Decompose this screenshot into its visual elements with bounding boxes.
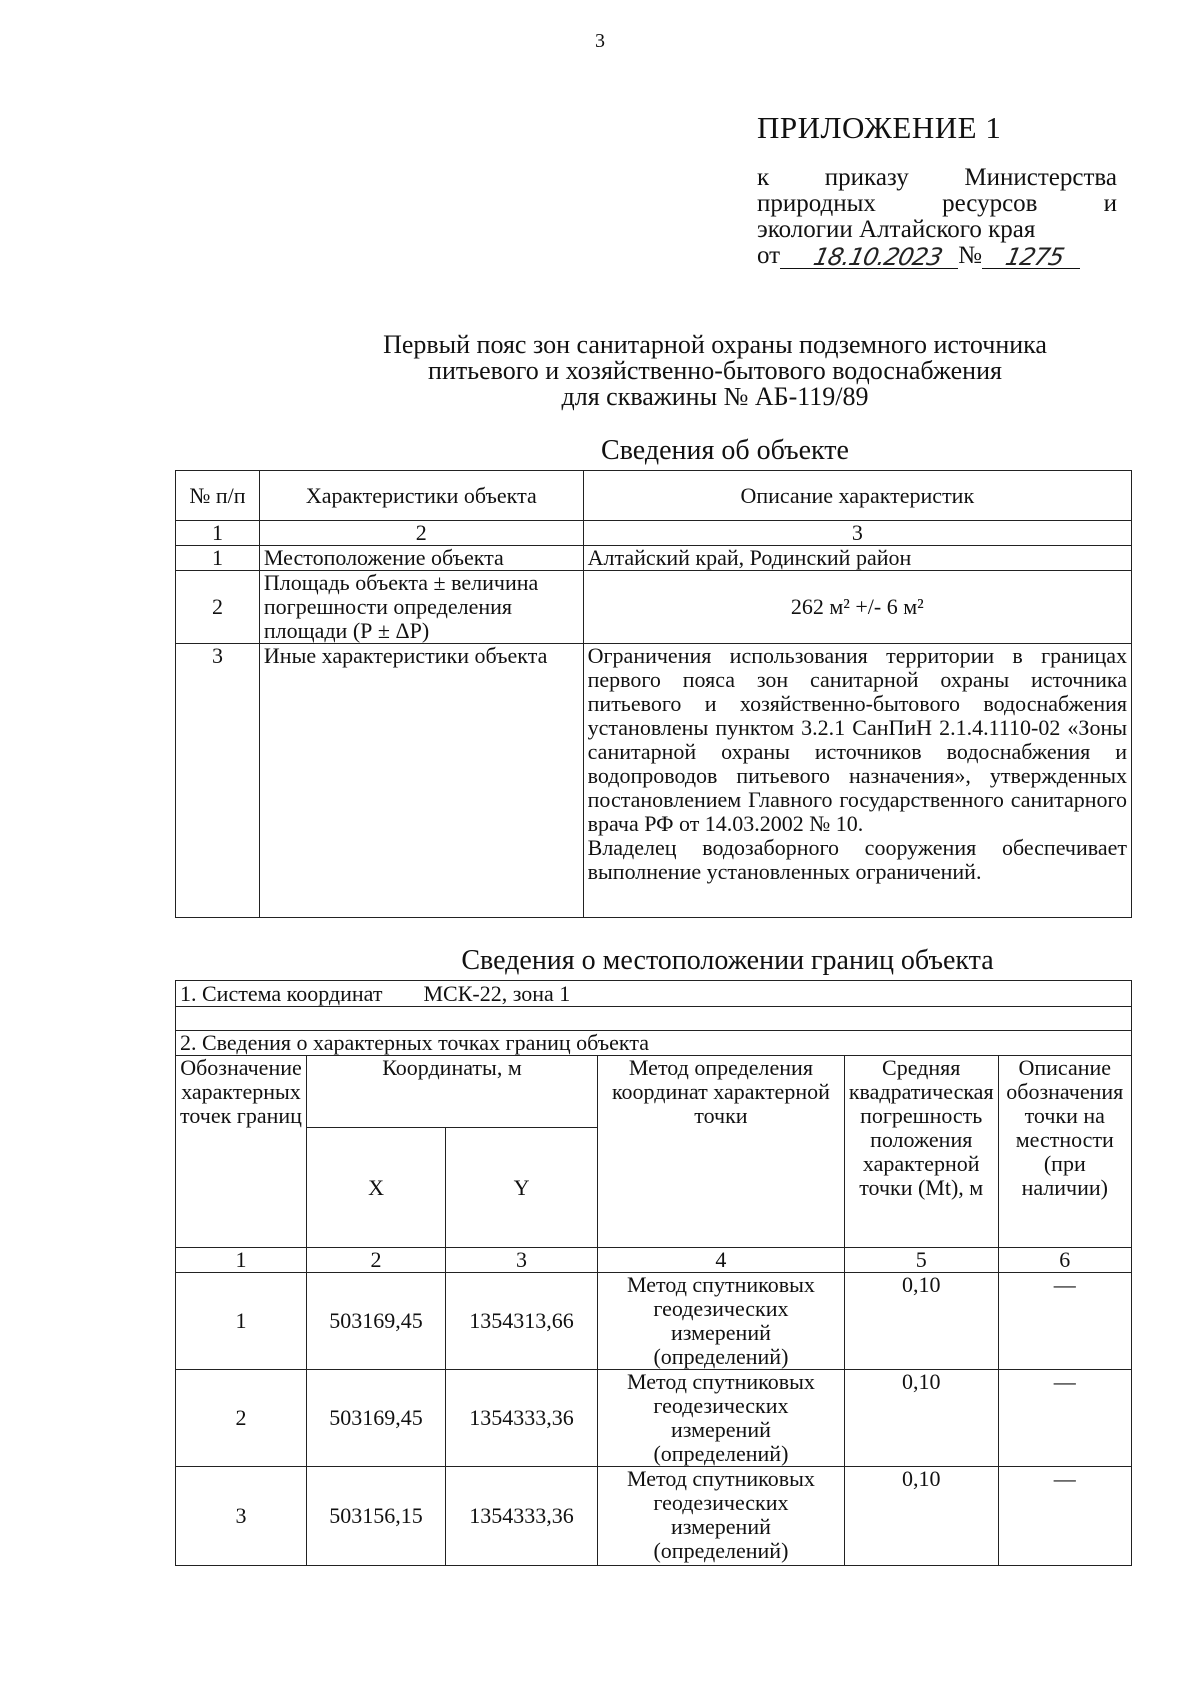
- column-number: 4: [598, 1248, 845, 1273]
- column-number: 3: [446, 1248, 598, 1273]
- column-number: 6: [998, 1248, 1131, 1273]
- date-prefix: от: [757, 242, 781, 269]
- page-number: 3: [595, 30, 605, 52]
- point-id: 2: [176, 1370, 307, 1467]
- handwritten-date: 18.10.2023: [811, 243, 945, 271]
- order-word: природных: [757, 190, 876, 217]
- table-row: [176, 644, 1132, 918]
- order-date-line: [757, 243, 1117, 269]
- row-number: 3: [176, 644, 260, 918]
- column-number: 2: [306, 1248, 445, 1273]
- point-y: 1354333,36: [446, 1370, 598, 1467]
- table-row: [176, 1273, 1132, 1370]
- points-label: 2. Сведения о характерных точках границ объекта: [176, 1031, 1132, 1056]
- header-cell-x: X: [306, 1128, 445, 1248]
- row-value: 262 м² +/- 6 м²: [583, 571, 1131, 644]
- point-error: 0,10: [844, 1273, 998, 1370]
- empty-row: [176, 1007, 1132, 1031]
- column-number-row: [176, 521, 1132, 546]
- point-x: 503169,45: [306, 1370, 445, 1467]
- coord-system-label: 1. Система координат: [180, 980, 383, 1006]
- point-y: 1354313,66: [446, 1273, 598, 1370]
- point-method: Метод спутниковых геодезических измерений (определений): [598, 1467, 845, 1566]
- row-number: 1: [176, 546, 260, 571]
- point-method: Метод спутниковых геодезических измерений (определений): [598, 1273, 845, 1370]
- row-value: Алтайский край, Родинский район: [583, 546, 1131, 571]
- order-word: ресурсов: [942, 190, 1038, 217]
- header-cell: Метод определения координат характерной точки: [598, 1056, 845, 1248]
- order-word: Министерства: [964, 164, 1117, 191]
- point-id: 3: [176, 1467, 307, 1566]
- row-value-paragraph: Ограничения использования территории в границах первого пояса зон санитарной охраны источника питьевого и хозяйственно-бытового водоснабжения установлены пунктом 3.2.1 СанПиН 2.1.4.1110-02 «Зоны санитарной охраны источников водоснабжения и водопроводов питьевого назначения», утвержденных постановлением Главного государственного санитарного врача РФ от 14.03.2002 № 10.: [587, 643, 1127, 836]
- title-line: Первый пояс зон санитарной охраны подземного источника: [383, 330, 1047, 359]
- row-value-paragraph: Владелец водозаборного сооружения обеспечивает выполнение установленных ограничений.: [587, 835, 1127, 884]
- point-x: 503156,15: [306, 1467, 445, 1566]
- table-row: [176, 1467, 1132, 1566]
- column-number: 3: [583, 521, 1131, 546]
- title-line: для скважины № АБ-119/89: [561, 382, 869, 411]
- coordinates-table: [175, 980, 1132, 1566]
- coord-system-row: [176, 981, 1132, 1007]
- row-number: 2: [176, 571, 260, 644]
- point-description: —: [998, 1467, 1131, 1566]
- column-number: 2: [259, 521, 583, 546]
- row-name: Иные характеристики объекта: [259, 644, 583, 918]
- table-header-row: [176, 1056, 1132, 1128]
- appendix-title: ПРИЛОЖЕНИЕ 1: [757, 110, 1002, 145]
- order-word: и: [1103, 190, 1117, 217]
- header-cell: № п/п: [176, 471, 260, 521]
- order-ref-line-3: экологии Алтайского края: [757, 216, 1036, 243]
- point-description: —: [998, 1273, 1131, 1370]
- point-id: 1: [176, 1273, 307, 1370]
- row-name: Местоположение объекта: [259, 546, 583, 571]
- points-label-row: [176, 1031, 1132, 1056]
- header-cell: Характеристики объекта: [259, 471, 583, 521]
- row-value: [583, 644, 1131, 918]
- coord-system-value: МСК-22, зона 1: [423, 980, 571, 1006]
- document-title: [0, 332, 1200, 410]
- header-cell: Описание характеристик: [583, 471, 1131, 521]
- point-y: 1354333,36: [446, 1467, 598, 1566]
- order-ref-line-1: [757, 165, 1117, 191]
- location-section-title: Сведения о местоположении границ объекта: [461, 945, 994, 976]
- order-ref-line-2: [757, 191, 1117, 217]
- header-cell: Координаты, м: [306, 1056, 597, 1128]
- header-cell: Описание обозначения точки на местности (при наличии): [998, 1056, 1131, 1248]
- table-header-row: [176, 471, 1132, 521]
- number-prefix: №: [958, 242, 982, 269]
- order-word: приказу: [824, 164, 909, 191]
- row-name: Площадь объекта ± величина погрешности определения площади (Р ± ΔР): [259, 571, 583, 644]
- column-number: 5: [844, 1248, 998, 1273]
- object-section-title: Сведения об объекте: [601, 435, 849, 466]
- order-reference: [757, 165, 1117, 269]
- object-info-table: [175, 470, 1132, 918]
- date-blank: [780, 244, 958, 269]
- point-description: —: [998, 1370, 1131, 1467]
- coord-system-cell: [176, 981, 1132, 1007]
- point-x: 503169,45: [306, 1273, 445, 1370]
- table-row: [176, 1370, 1132, 1467]
- header-cell: Обозначение характерных точек границ: [176, 1056, 307, 1248]
- column-number: 1: [176, 1248, 307, 1273]
- title-line: питьевого и хозяйственно-бытового водоснабжения: [428, 356, 1002, 385]
- header-cell-y: Y: [446, 1128, 598, 1248]
- table-row: [176, 546, 1132, 571]
- order-word: к: [757, 164, 770, 191]
- handwritten-number: 1275: [1002, 243, 1067, 271]
- point-error: 0,10: [844, 1467, 998, 1566]
- point-method: Метод спутниковых геодезических измерений (определений): [598, 1370, 845, 1467]
- column-number: 1: [176, 521, 260, 546]
- number-blank: [982, 244, 1080, 269]
- table-row: [176, 571, 1132, 644]
- header-cell: Средняя квадратическая погрешность положения характерной точки (Mt), м: [844, 1056, 998, 1248]
- point-error: 0,10: [844, 1370, 998, 1467]
- column-number-row: [176, 1248, 1132, 1273]
